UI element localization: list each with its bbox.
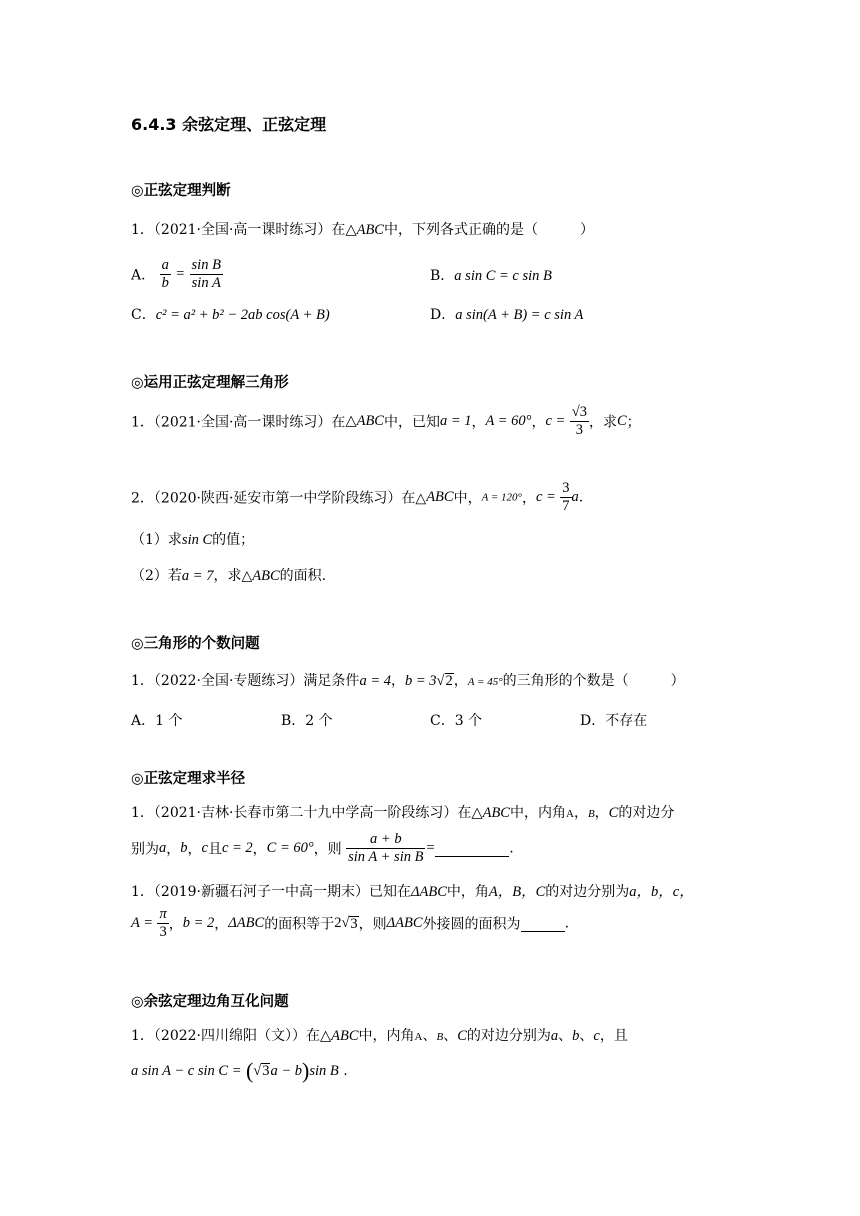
math-vars: A，B，C bbox=[488, 884, 546, 900]
option-d: D．不存在 bbox=[580, 713, 648, 729]
separator: ， bbox=[531, 414, 546, 431]
question-text-part: . bbox=[578, 489, 584, 506]
sub-question-1 bbox=[131, 529, 254, 549]
question-text bbox=[131, 802, 674, 822]
question-text-part: （1）求 bbox=[131, 532, 182, 548]
sqrt-symbol: √ bbox=[253, 1063, 262, 1079]
math-var-b: B bbox=[436, 1031, 444, 1043]
math-var-c: C bbox=[608, 805, 619, 821]
math-b-lhs: b = 3 bbox=[404, 673, 437, 689]
question-text-part: 中， bbox=[453, 490, 482, 507]
math-expression: c² = a² + b² − 2ab cos(A + B) bbox=[155, 307, 330, 323]
question-text bbox=[131, 1025, 628, 1045]
question-suffix: 的三角形的个数是（ ） bbox=[502, 673, 685, 689]
separator: ， bbox=[166, 841, 181, 858]
option-c bbox=[131, 304, 330, 324]
math-expression: a sin C = c sin B bbox=[454, 268, 552, 284]
question-text-part: 中，已知 bbox=[383, 414, 440, 431]
paren-close: ) bbox=[302, 1058, 310, 1083]
question-text-part: . bbox=[509, 840, 514, 857]
sqrt-symbol: √ bbox=[436, 673, 445, 689]
math-side-c: c bbox=[593, 1028, 600, 1044]
math-c-eq: c = 2 bbox=[221, 840, 253, 856]
question-text-part: 的面积等于 bbox=[264, 916, 335, 933]
section-heading-triangle-count: ◎三角形的个数问题 bbox=[131, 636, 260, 652]
math-c-lhs: c = bbox=[545, 413, 566, 429]
question-text bbox=[131, 670, 685, 690]
question-text-line2 bbox=[131, 906, 569, 941]
fraction-denominator: 7 bbox=[562, 498, 570, 514]
separator: ， bbox=[521, 490, 536, 507]
question-text-part: ； bbox=[626, 414, 641, 431]
question-text-line2 bbox=[131, 831, 514, 866]
fraction-denominator: 3 bbox=[575, 422, 584, 438]
option-label: C． bbox=[131, 307, 156, 323]
equals-sign: = bbox=[175, 266, 186, 282]
option-c: C．3 个 bbox=[430, 713, 483, 729]
math-var-a: a bbox=[159, 840, 167, 856]
fraction-3-over-7 bbox=[560, 480, 571, 515]
math-side-a: a bbox=[550, 1028, 559, 1044]
fraction-numerator: 3 bbox=[562, 480, 570, 496]
math-sides: a，b，c， bbox=[629, 884, 694, 900]
math-triangle: ABC bbox=[426, 489, 454, 505]
question-text-part: ，求 bbox=[589, 414, 617, 431]
answer-blank[interactable] bbox=[521, 915, 565, 932]
math-a-eq: a = 4 bbox=[359, 673, 391, 689]
question-text-part: 中，内角 bbox=[509, 805, 566, 821]
separator: ， bbox=[453, 673, 468, 689]
math-expr-left: a sin A − c sin C = bbox=[131, 1063, 242, 1079]
question-text bbox=[131, 404, 641, 439]
math-angle-a: A = 120° bbox=[481, 491, 522, 504]
question-text-part: 的对边分 bbox=[618, 805, 675, 821]
math-var-a: A bbox=[414, 1031, 423, 1043]
fraction-denominator: 3 bbox=[159, 924, 167, 940]
fraction-numerator: π bbox=[159, 906, 167, 922]
question-prefix: 1．（2022·四川绵阳（文））在 bbox=[131, 1028, 320, 1044]
separator: ， bbox=[573, 805, 588, 821]
question-text bbox=[131, 219, 594, 239]
question-text-part: 的面积. bbox=[279, 568, 327, 584]
math-a-eq: a = 1 bbox=[439, 413, 472, 429]
fraction-sinb-over-sina bbox=[190, 257, 223, 292]
separator: ， bbox=[187, 841, 202, 858]
fraction-numerator: a + b bbox=[346, 831, 425, 849]
question-text-part: 且 bbox=[207, 841, 222, 858]
section-heading-apply-sine: ◎运用正弦定理解三角形 bbox=[131, 375, 289, 391]
fraction-numerator: a bbox=[161, 257, 169, 273]
sqrt-radicand: 3 bbox=[350, 915, 358, 932]
question-prefix: 1．（2021·吉林·长春市第二十九中学高一阶段练习）在 bbox=[131, 805, 472, 821]
question-text-part: 的对边分别为 bbox=[545, 884, 630, 900]
option-a: A．1 个 bbox=[131, 713, 183, 729]
math-triangle: ABC bbox=[252, 568, 280, 584]
fraction-denominator: sin A bbox=[191, 275, 221, 291]
sqrt-radicand: 3 bbox=[262, 1063, 270, 1079]
math-var-b: b bbox=[180, 840, 188, 856]
section-heading-circumradius: ◎正弦定理求半径 bbox=[131, 771, 246, 787]
question-text-part: （2）若 bbox=[131, 568, 182, 584]
fraction-denominator: sin A + sin B bbox=[348, 849, 424, 865]
question-text-part: 中，角 bbox=[446, 884, 489, 900]
separator: ， bbox=[214, 916, 229, 933]
option-label: B． bbox=[430, 268, 455, 284]
question-prefix: 1．（2019·新疆石河子一中高一期末）已知在 bbox=[131, 884, 411, 900]
option-b bbox=[430, 265, 552, 285]
math-sin-c: sin C bbox=[181, 532, 213, 548]
sqrt-symbol: √ bbox=[341, 915, 350, 931]
math-var-a: A bbox=[565, 808, 574, 820]
math-var-b: B bbox=[587, 808, 595, 820]
math-c-lhs: c = bbox=[535, 489, 556, 505]
math-b-eq: b = 2 bbox=[182, 915, 215, 931]
math-triangle: ΔABC bbox=[411, 884, 447, 900]
question-text-part: . bbox=[343, 1063, 348, 1079]
fraction-sum-over-sines bbox=[346, 831, 425, 866]
question-text-part: . bbox=[564, 915, 570, 932]
fraction-sqrt3-over-3 bbox=[570, 404, 589, 439]
option-d bbox=[430, 304, 583, 324]
math-expression: a sin(A + B) = c sin A bbox=[455, 307, 584, 323]
sqrt-radicand: 2 bbox=[445, 673, 453, 689]
question-prefix: 2．（2020·陕西·延安市第一中学阶段练习）在△ bbox=[131, 490, 427, 507]
math-var-a: a bbox=[571, 489, 579, 505]
question-suffix: 中，下列各式正确的是（ ） bbox=[383, 222, 594, 238]
question-text-part: 的值； bbox=[212, 532, 255, 548]
question-text bbox=[131, 480, 583, 515]
question-text bbox=[131, 880, 694, 901]
question-text-part: ，且 bbox=[599, 1028, 628, 1044]
math-expr-right: sin B bbox=[309, 1063, 339, 1079]
separator: ， bbox=[168, 916, 183, 933]
sub-question-2 bbox=[131, 565, 326, 585]
math-triangle: ΔABC bbox=[386, 915, 423, 931]
separator: 、 bbox=[579, 1028, 594, 1044]
option-b: B．2 个 bbox=[281, 713, 333, 729]
math-triangle: △ABC bbox=[320, 1028, 359, 1044]
question-equation bbox=[131, 1058, 348, 1084]
separator: ， bbox=[471, 414, 486, 431]
question-text-part: 别为 bbox=[131, 841, 159, 858]
equals-sign: = bbox=[425, 840, 436, 856]
separator: 、 bbox=[422, 1028, 437, 1044]
fraction-pi-over-3 bbox=[157, 906, 168, 941]
fraction-denominator: b bbox=[161, 275, 169, 291]
question-prefix: 1．（2021·全国·高一课时练习）在 bbox=[131, 414, 346, 431]
math-var-c: C bbox=[457, 1028, 467, 1044]
question-text-part: 外接圆的面积为 bbox=[422, 916, 521, 933]
math-angle-a: A = 60° bbox=[485, 413, 532, 429]
math-triangle: △ABC bbox=[345, 222, 384, 238]
math-var-c: C bbox=[617, 413, 627, 429]
math-angle-a-lhs: A = bbox=[131, 915, 154, 931]
question-prefix: 1．（2022·全国·专题练习）满足条件 bbox=[131, 673, 360, 689]
separator: 、 bbox=[443, 1028, 458, 1044]
separator: 、 bbox=[558, 1028, 573, 1044]
separator: ， bbox=[252, 841, 267, 858]
question-prefix: 1．（2021·全国·高一课时练习）在 bbox=[131, 222, 346, 238]
math-triangle: △ABC bbox=[471, 805, 510, 821]
question-text-part: 中，内角 bbox=[358, 1028, 415, 1044]
math-expr-inner: a − b bbox=[270, 1063, 303, 1079]
separator: ， bbox=[390, 673, 405, 689]
option-label: D． bbox=[430, 307, 456, 323]
question-text-part: 的对边分别为 bbox=[466, 1028, 551, 1044]
math-angle-c: C = 60° bbox=[266, 840, 314, 856]
question-text-part: ，则 bbox=[358, 916, 387, 933]
math-a-eq: a = 7 bbox=[181, 568, 214, 584]
question-text-part: ，则 bbox=[313, 841, 342, 858]
separator: ， bbox=[594, 805, 609, 821]
math-angle-a: A = 45° bbox=[467, 676, 503, 688]
math-triangle: △ABC bbox=[345, 413, 384, 429]
math-area-coeff: 2 bbox=[334, 915, 342, 931]
option-label: A． bbox=[131, 267, 156, 284]
fraction-numerator: sin B bbox=[191, 257, 221, 273]
fraction-numerator: √3 bbox=[571, 404, 587, 420]
math-triangle: ΔABC bbox=[228, 915, 265, 931]
question-text-part: ，求△ bbox=[213, 568, 253, 584]
section-heading-sine-judgement: ◎正弦定理判断 bbox=[131, 183, 231, 199]
page-title: 6.4.3 余弦定理、正弦定理 bbox=[131, 115, 327, 134]
paren-open: ( bbox=[245, 1058, 254, 1083]
fraction-a-over-b bbox=[160, 257, 171, 292]
section-heading-cosine-conversion: ◎余弦定理边角互化问题 bbox=[131, 994, 289, 1010]
option-a bbox=[131, 257, 223, 292]
math-side-b: b bbox=[572, 1028, 580, 1044]
math-var-c: c bbox=[201, 840, 208, 856]
answer-blank[interactable] bbox=[435, 840, 509, 857]
